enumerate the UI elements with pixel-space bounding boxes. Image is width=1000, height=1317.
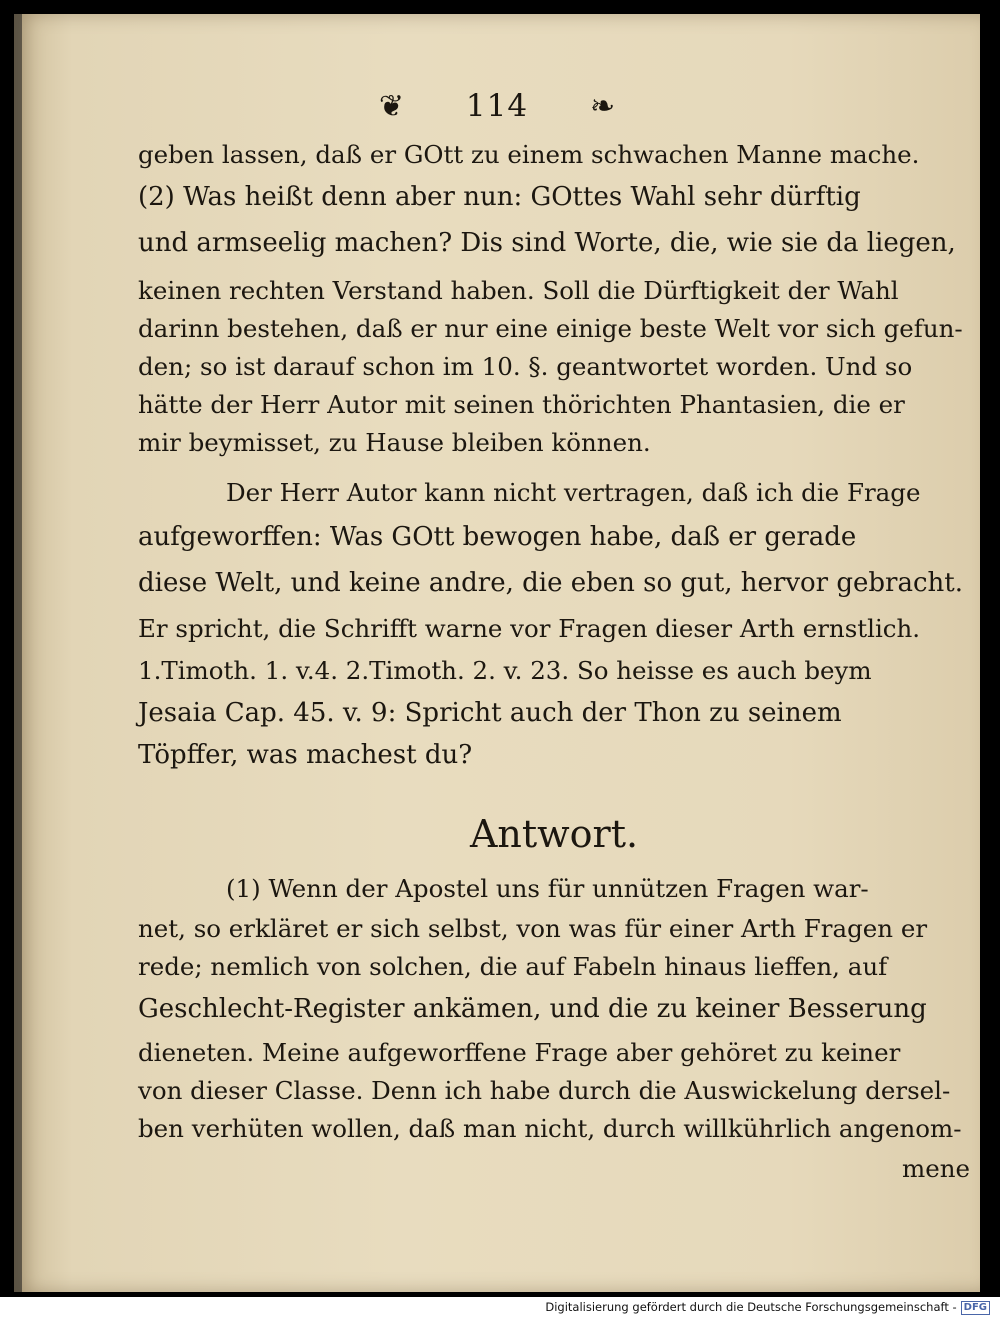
text-line: Geschlecht-Register ankämen, und die zu keiner Besserung: [138, 994, 927, 1024]
text-line: rede; nemlich von solchen, die auf Fabeln hinaus lieffen, auf: [138, 952, 888, 981]
text-line: den; so ist darauf schon im 10. §. geantwortet worden. Und so: [138, 352, 913, 381]
text-line: hätte der Herr Autor mit seinen thörichten Phantasien, die er: [138, 390, 905, 419]
page-number: 114: [465, 88, 529, 124]
text-line: Er spricht, die Schrifft warne vor Fragen dieser Arth ernstlich.: [138, 614, 921, 643]
footer-text: Digitalisierung gefördert durch die Deutsche Forschungsgemeinschaft -: [545, 1300, 957, 1314]
text-line: darinn bestehen, daß er nur eine einige beste Welt vor sich gefun-: [138, 314, 963, 343]
text-line: (2) Was heißt denn aber nun: GOttes Wahl sehr dürftig: [138, 182, 861, 212]
text-line: (1) Wenn der Apostel uns für unnützen Fragen war-: [226, 874, 869, 903]
text-line: dieneten. Meine aufgeworffene Frage aber gehöret zu keiner: [138, 1038, 901, 1067]
text-line: diese Welt, und keine andre, die eben so gut, hervor gebracht.: [138, 568, 963, 598]
text-line: Jesaia Cap. 45. v. 9: Spricht auch der Thon zu seinem: [138, 698, 842, 728]
page-header: [14, 88, 980, 124]
text-line: aufgeworffen: Was GOtt bewogen habe, daß er gerade: [138, 522, 857, 552]
text-line: Der Herr Autor kann nicht vertragen, daß ich die Frage: [226, 478, 921, 507]
book-page: [14, 14, 980, 1292]
section-heading: Antwort.: [469, 812, 639, 856]
text-line: net, so erkläret er sich selbst, von was für einer Arth Fragen er: [138, 914, 928, 943]
dfg-logo-icon: DFG: [961, 1301, 990, 1315]
ornament-left-icon: ❦: [378, 89, 405, 124]
text-line: ben verhüten wollen, daß man nicht, durch willkührlich angenom-: [138, 1114, 962, 1143]
text-line: geben lassen, daß er GOtt zu einem schwachen Manne mache.: [138, 140, 920, 169]
text-line: und armseelig machen? Dis sind Worte, die, wie sie da liegen,: [138, 228, 956, 258]
text-line: Töpffer, was machest du?: [138, 740, 473, 770]
catchword: mene: [901, 1154, 970, 1183]
text-line: von dieser Classe. Denn ich habe durch die Auswickelung dersel-: [138, 1076, 951, 1105]
digitization-footer: [0, 1297, 1000, 1317]
text-line: mir beymisset, zu Hause bleiben können.: [138, 428, 651, 457]
text-line: 1.Timoth. 1. v.4. 2.Timoth. 2. v. 23. So heisse es auch beym: [138, 656, 872, 685]
text-line: keinen rechten Verstand haben. Soll die Dürftigkeit der Wahl: [138, 276, 899, 305]
ornament-right-icon: ❧: [589, 89, 616, 124]
